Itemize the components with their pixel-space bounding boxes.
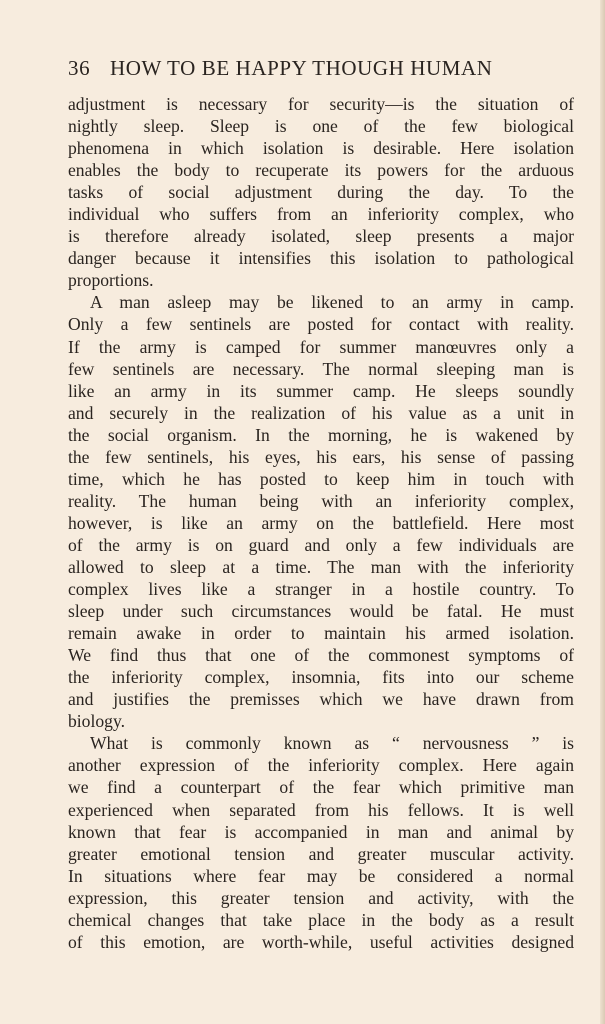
text-line: is therefore already isolated, sleep presents a major [68, 226, 574, 247]
text-line: of this emotion, are worth-while, useful activities designed [68, 931, 574, 952]
text-line: another expression of the inferiority complex. Here again [68, 755, 574, 776]
text-line: however, is like an army on the battlefield. Here most [68, 512, 574, 533]
text-line: reality. The human being with an inferiority complex, [68, 490, 574, 511]
text-line: the inferiority complex, insomnia, fits into our scheme [68, 667, 574, 688]
text-line: proportions. [68, 270, 154, 291]
text-line: the few sentinels, his eyes, his ears, his sense of passing [68, 446, 574, 467]
text-line: Only a few sentinels are posted for contact with reality. [68, 314, 574, 335]
text-line: danger because it intensifies this isolation to pathological [68, 248, 574, 269]
text-line: nightly sleep. Sleep is one of the few biological [68, 116, 574, 137]
text-line: A man asleep may be likened to an army in camp. [90, 292, 574, 313]
text-line: What is commonly known as “ nervousness ” is [90, 733, 574, 754]
text-line: the social organism. In the morning, he is wakened by [68, 424, 574, 445]
text-line: experienced when separated from his fellows. It is well [68, 799, 574, 820]
text-line: adjustment is necessary for security—is the situation of [68, 94, 574, 114]
text-line: and justifies the premisses which we have drawn from [68, 689, 574, 710]
text-line: enables the body to recuperate its powers for the arduous [68, 160, 574, 181]
text-line: phenomena in which isolation is desirable. Here isolation [68, 138, 574, 159]
text-line: individual who suffers from an inferiority complex, who [68, 204, 574, 225]
running-head [68, 56, 573, 86]
text-line: If the army is camped for summer manœuvres only a [68, 336, 574, 357]
text-line: tasks of social adjustment during the day. To the [68, 182, 574, 203]
text-line: expression, this greater tension and activity, with the [68, 887, 574, 908]
text-line: sleep under such circumstances would be fatal. He must [68, 601, 574, 622]
text-line: complex lives like a stranger in a hostile country. To [68, 579, 574, 600]
page-number: 36 [68, 56, 91, 80]
text-line: and securely in the realization of his value as a unit in [68, 402, 574, 423]
text-line: In situations where fear may be considered a normal [68, 865, 574, 886]
text-line: like an army in its summer camp. He sleeps soundly [68, 380, 574, 401]
text-line: few sentinels are necessary. The normal sleeping man is [68, 358, 574, 379]
text-line: chemical changes that take place in the body as a result [68, 909, 574, 930]
text-line: of the army is on guard and only a few individuals are [68, 534, 574, 555]
running-title: HOW TO BE HAPPY THOUGH HUMAN [110, 56, 493, 80]
text-line: allowed to sleep at a time. The man with the inferiority [68, 556, 574, 577]
text-line: greater emotional tension and greater muscular activity. [68, 843, 574, 864]
text-line: time, which he has posted to keep him in touch with [68, 468, 574, 489]
text-line: known that fear is accompanied in man and animal by [68, 821, 574, 842]
text-line: biology. [68, 711, 126, 732]
text-line: we find a counterpart of the fear which primitive man [68, 777, 574, 798]
body-text [68, 93, 574, 953]
page-edge [600, 0, 605, 1024]
text-line: remain awake in order to maintain his armed isolation. [68, 623, 574, 644]
text-line: We find thus that one of the commonest symptoms of [68, 645, 574, 666]
